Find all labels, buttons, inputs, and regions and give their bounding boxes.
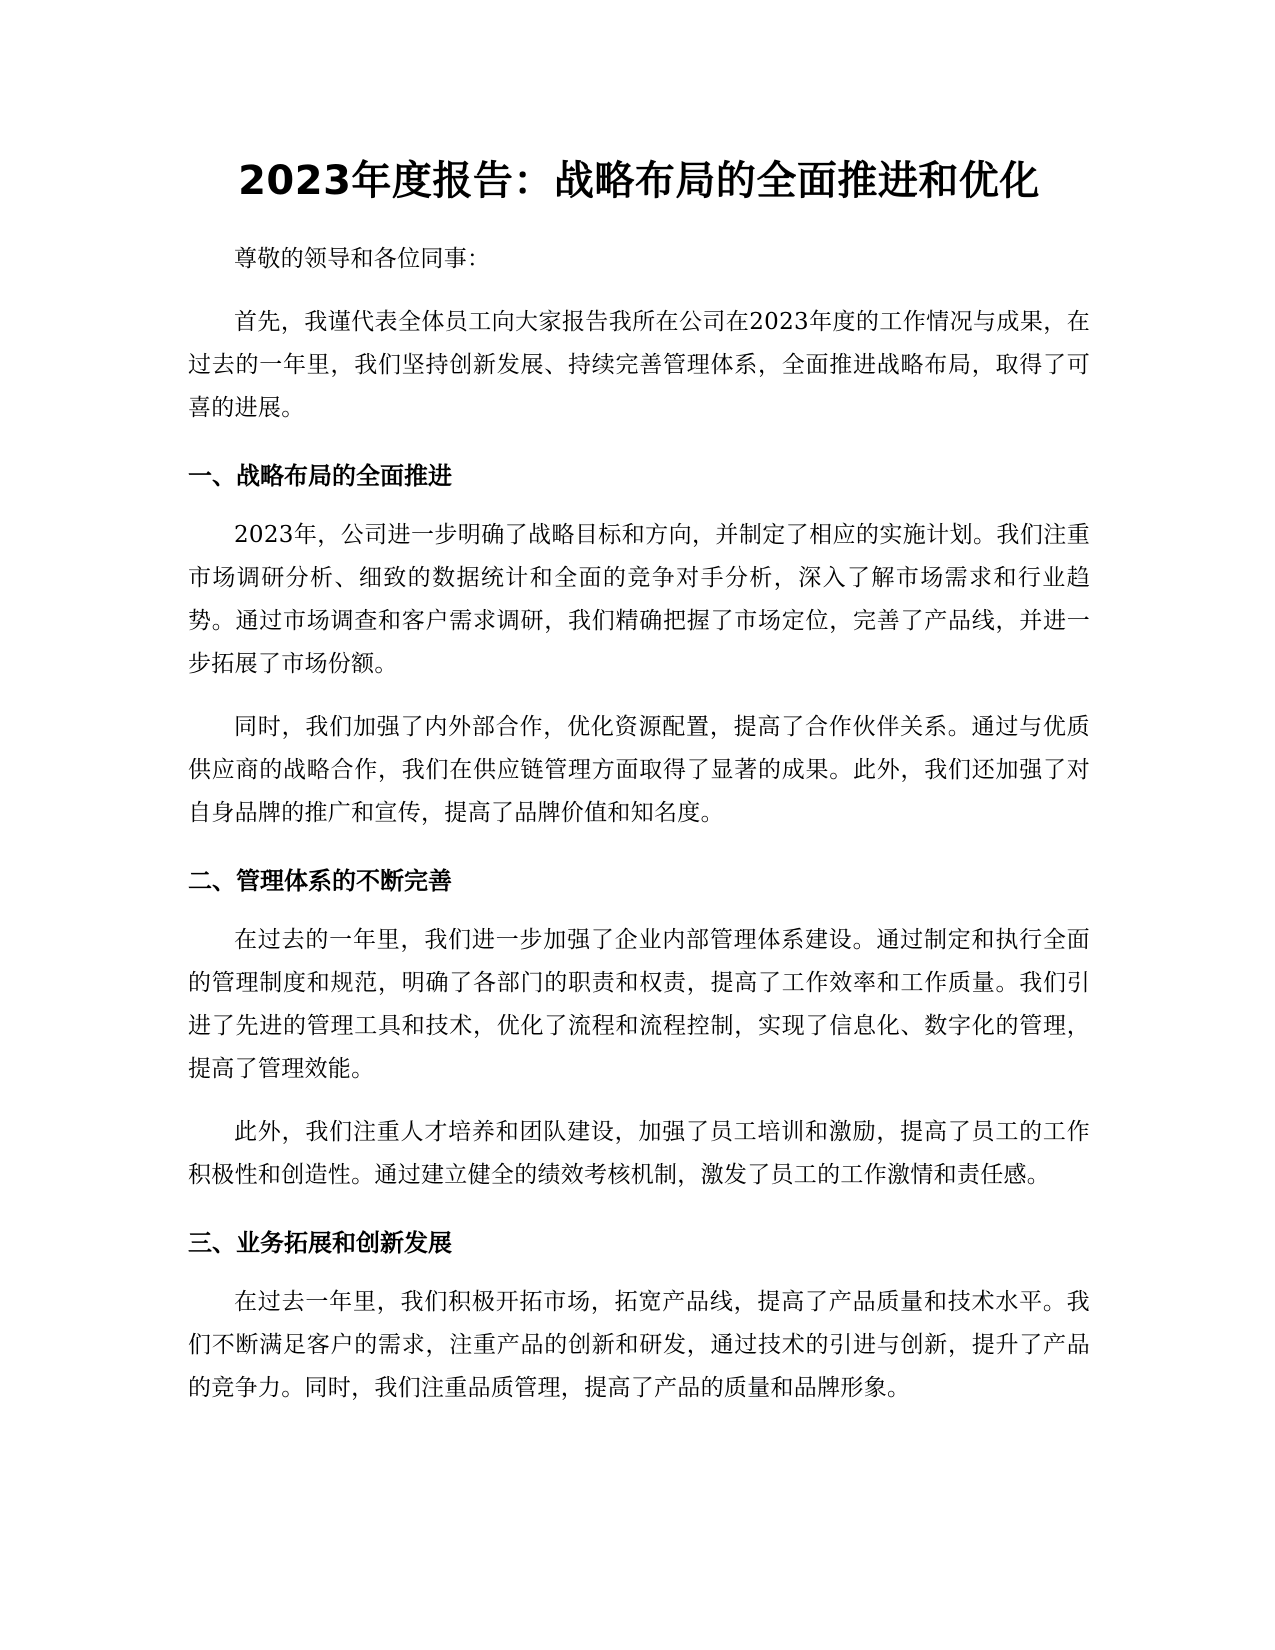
section-management (188, 861, 1090, 1197)
section-heading: 二、管理体系的不断完善 (188, 867, 452, 895)
section-business (188, 1223, 1090, 1410)
section-paragraph: 在过去一年里，我们积极开拓市场，拓宽产品线，提高了产品质量和技术水平。我们不断满足客户的需求，注重产品的创新和研发，通过技术的引进与创新，提升了产品的竞争力。同时，我们注重品质管理，提高了产品的质量和品牌形象。 (188, 1289, 1090, 1401)
section-paragraph: 在过去的一年里，我们进一步加强了企业内部管理体系建设。通过制定和执行全面的管理制度和规范，明确了各部门的职责和权责，提高了工作效率和工作质量。我们引进了先进的管理工具和技术，优化了流程和流程控制，实现了信息化、数字化的管理，提高了管理效能。 (188, 927, 1090, 1082)
section-paragraph: 同时，我们加强了内外部合作，优化资源配置，提高了合作伙伴关系。通过与优质供应商的战略合作，我们在供应链管理方面取得了显著的成果。此外，我们还加强了对自身品牌的推广和宣传，提高了品牌价值和知名度。 (188, 714, 1090, 826)
section-paragraph: 此外，我们注重人才培养和团队建设，加强了员工培训和激励，提高了员工的工作积极性和创造性。通过建立健全的绩效考核机制，激发了员工的工作激情和责任感。 (188, 1119, 1090, 1188)
document-title: 2023年度报告：战略布局的全面推进和优化 (238, 158, 1040, 204)
section-heading: 三、业务拓展和创新发展 (188, 1229, 452, 1257)
section-heading: 一、战略布局的全面推进 (188, 462, 452, 490)
greeting-paragraph: 尊敬的领导和各位同事： (234, 246, 491, 272)
section-strategy (188, 456, 1090, 835)
section-paragraph: 2023年，公司进一步明确了战略目标和方向，并制定了相应的实施计划。我们注重市场调研分析、细致的数据统计和全面的竞争对手分析，深入了解市场需求和行业趋势。通过市场调查和客户需求调研，我们精确把握了市场定位，完善了产品线，并进一步拓展了市场份额。 (188, 522, 1090, 677)
intro-paragraph: 首先，我谨代表全体员工向大家报告我所在公司在2023年度的工作情况与成果，在过去的一年里，我们坚持创新发展、持续完善管理体系，全面推进战略布局，取得了可喜的进展。 (188, 309, 1090, 421)
